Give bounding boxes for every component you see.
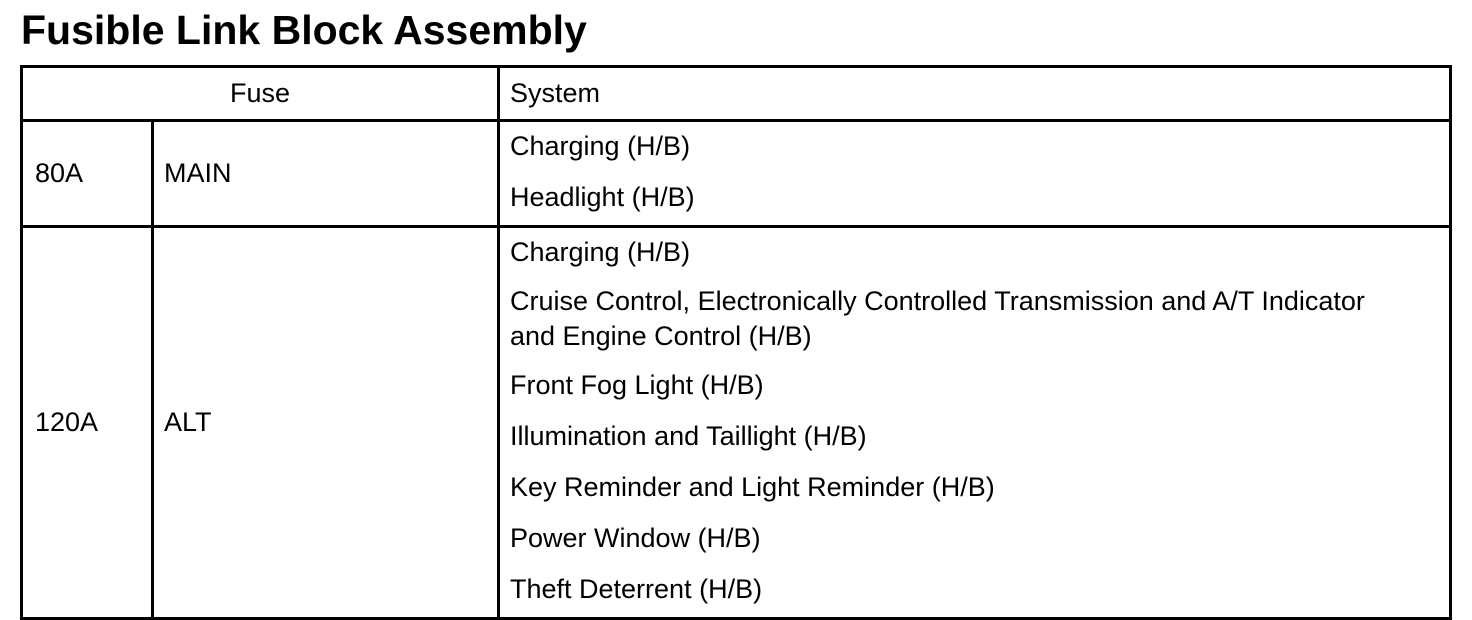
table-header-row	[22, 67, 1451, 121]
system-column-header	[499, 67, 1451, 121]
system-header-label: System	[510, 78, 601, 108]
fuse-header-label: Fuse	[229, 78, 291, 108]
system-list-item: Cruise Control, Electronically Controlled Transmission and A/T Indicator and Engine Control (H/B)	[510, 286, 1365, 351]
system-list-item: Charging (H/B)	[510, 131, 691, 161]
fuse-table	[20, 65, 1452, 620]
system-list-cell	[499, 121, 1451, 227]
fuse-amperage-cell: 80A	[22, 121, 153, 227]
system-list-item: Front Fog Light (H/B)	[510, 370, 764, 400]
system-list-item: Power Window (H/B)	[510, 523, 761, 553]
fuse-amperage-cell: 120A	[22, 227, 153, 619]
fuse-column-header	[22, 67, 499, 121]
table-row	[22, 121, 1451, 227]
page-title: Fusible Link Block Assembly	[21, 7, 587, 53]
fuse-name-cell: MAIN	[153, 121, 499, 227]
system-list-item: Theft Deterrent (H/B)	[510, 574, 763, 604]
system-list-item: Charging (H/B)	[510, 237, 691, 267]
system-list-item: Headlight (H/B)	[510, 182, 695, 212]
table-row	[22, 227, 1451, 619]
system-list-item: Illumination and Taillight (H/B)	[510, 421, 867, 451]
system-list-cell	[499, 227, 1451, 619]
fuse-name-cell: ALT	[153, 227, 499, 619]
system-list-item: Key Reminder and Light Reminder (H/B)	[510, 472, 995, 502]
